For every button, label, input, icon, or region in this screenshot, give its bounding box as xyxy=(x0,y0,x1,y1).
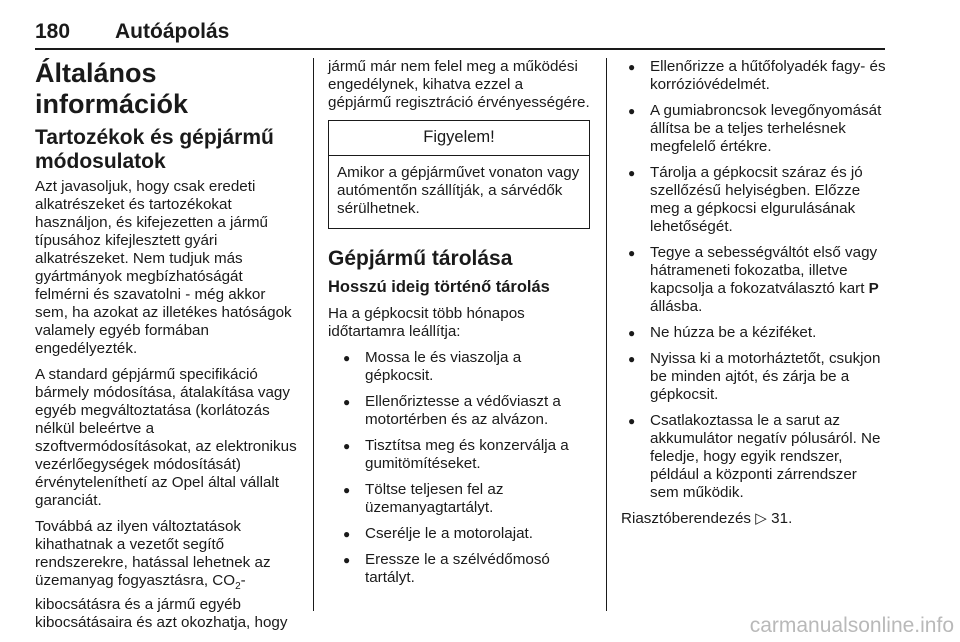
subsection-title-long-storage: Hosszú ideig történő tárolás xyxy=(328,278,550,296)
page-header xyxy=(35,12,885,50)
column-2 xyxy=(328,58,590,595)
continued-paragraph: jármű már nem felel meg a működési engedélynek, kihatva ezzel a gépjármű regisztráció érvényességére. xyxy=(328,58,590,111)
page-number: 180 xyxy=(35,20,71,43)
storage-list xyxy=(328,349,590,587)
list-item: ● Eressze le a szélvédőmosó tartályt. xyxy=(336,551,590,587)
crossref-text: Riasztóberendezés xyxy=(621,510,752,527)
list-item: ● Ellenőriztesse a védőviaszt a motortérben és az alvázon. xyxy=(336,393,590,429)
gear-text-start: Tegye a sebességváltót első vagy hátrameneti fokozatba, illetve kapcsolja a fokozatválasztó kart xyxy=(650,244,878,297)
column-3 xyxy=(621,58,887,536)
warning-box xyxy=(328,120,590,229)
header-rule xyxy=(35,48,885,50)
storage-list-continued xyxy=(621,58,887,502)
co2-subscript: 2 xyxy=(235,581,241,593)
gear-text-end: állásba. xyxy=(650,298,703,315)
column-divider-2 xyxy=(606,58,607,611)
paragraph-3-end: -kibocsátásra és a jármű egyéb kibocsátásaira és azt okozhatja, hogy xyxy=(35,572,288,632)
list-item: ● Mossa le és viaszolja a gépkocsit. xyxy=(336,349,590,385)
list-item: ● Ellenőrizze a hűtőfolyadék fagy- és korrózióvédelmét. xyxy=(621,58,887,94)
paragraph-3 xyxy=(35,518,299,632)
storage-intro: Ha a gépkocsit több hónapos időtartamra leállítja: xyxy=(328,305,525,340)
list-item: ● Töltse teljesen fel az üzemanyagtartályt. xyxy=(336,481,590,517)
list-item: ● Tisztítsa meg és konzerválja a gumitömítéseket. xyxy=(336,437,590,473)
section-title-storage: Gépjármű tárolása xyxy=(328,247,513,270)
list-item: ● Tárolja a gépkocsit száraz és jó szellőzésű helyiségben. Előzze meg a gépkocsi elgurulásának lehetőségét. xyxy=(621,164,887,236)
cross-reference[interactable] xyxy=(621,510,887,528)
list-item: ● Nyissa ki a motorháztetőt, csukjon be minden ajtót, és zárja be a gépkocsit. xyxy=(621,350,887,404)
column-divider-1 xyxy=(313,58,314,611)
section-title-accessories: Tartozékok és gépjármű módosulatok xyxy=(35,126,274,173)
paragraph-3-start: Továbbá az ilyen változtatások kihathatnak a vezetőt segítő rendszerekre, hatással lehetnek az üzemanyag fogyasztásra, CO xyxy=(35,518,271,589)
list-item: ● A gumiabroncsok levegőnyomását állítsa be a teljes terhelésnek megfelelő értékre. xyxy=(621,102,887,156)
list-item: ● Ne húzza be a kéziféket. xyxy=(621,324,887,342)
watermark: carmanualsonline.info xyxy=(749,614,954,637)
crossref-page: 31. xyxy=(771,510,793,527)
list-item: ● Csatlakoztassa le a sarut az akkumulátor negatív pólusáról. Ne feledje, hogy egyik rendszer, például a központi zárrendszer sem működik. xyxy=(621,412,887,502)
column-1 xyxy=(35,58,299,640)
warning-text: Amikor a gépjárművet vonaton vagy autómentőn szállítják, a sárvédők sérülhetnek. xyxy=(337,164,580,217)
crossref-arrow-icon: ▷ xyxy=(755,510,767,527)
warning-title: Figyelem! xyxy=(329,121,589,156)
page-title: Általános információk xyxy=(35,58,189,119)
list-item: ● Cserélje le a motorolajat. xyxy=(336,525,590,543)
paragraph-1: Azt javasoljuk, hogy csak eredeti alkatrészeket és tartozékokat használjon, és kifejezetten a jármű típusához kifejlesztett gyári alkatrészeket. Nem tudjuk más gyártmányok megbízhatóságát felmérni és szavatolni - még akkor sem, ha azokat az illetékes hatóságok valamely egyéb formában engedélyezték. xyxy=(35,178,292,357)
park-position-label: P xyxy=(868,280,879,297)
paragraph-2: A standard gépjármű specifikáció bármely módosítása, átalakítása vagy egyéb megváltoztatása (korlátozás nélkül beleértve a szoftvermódosításokat, az elektronikus vezérlőegységek módosítását) érvényteleníthetí az Opel által vállalt garanciát. xyxy=(35,366,297,509)
chapter-title: Autóápolás xyxy=(115,20,230,43)
list-item-gear xyxy=(621,244,887,316)
